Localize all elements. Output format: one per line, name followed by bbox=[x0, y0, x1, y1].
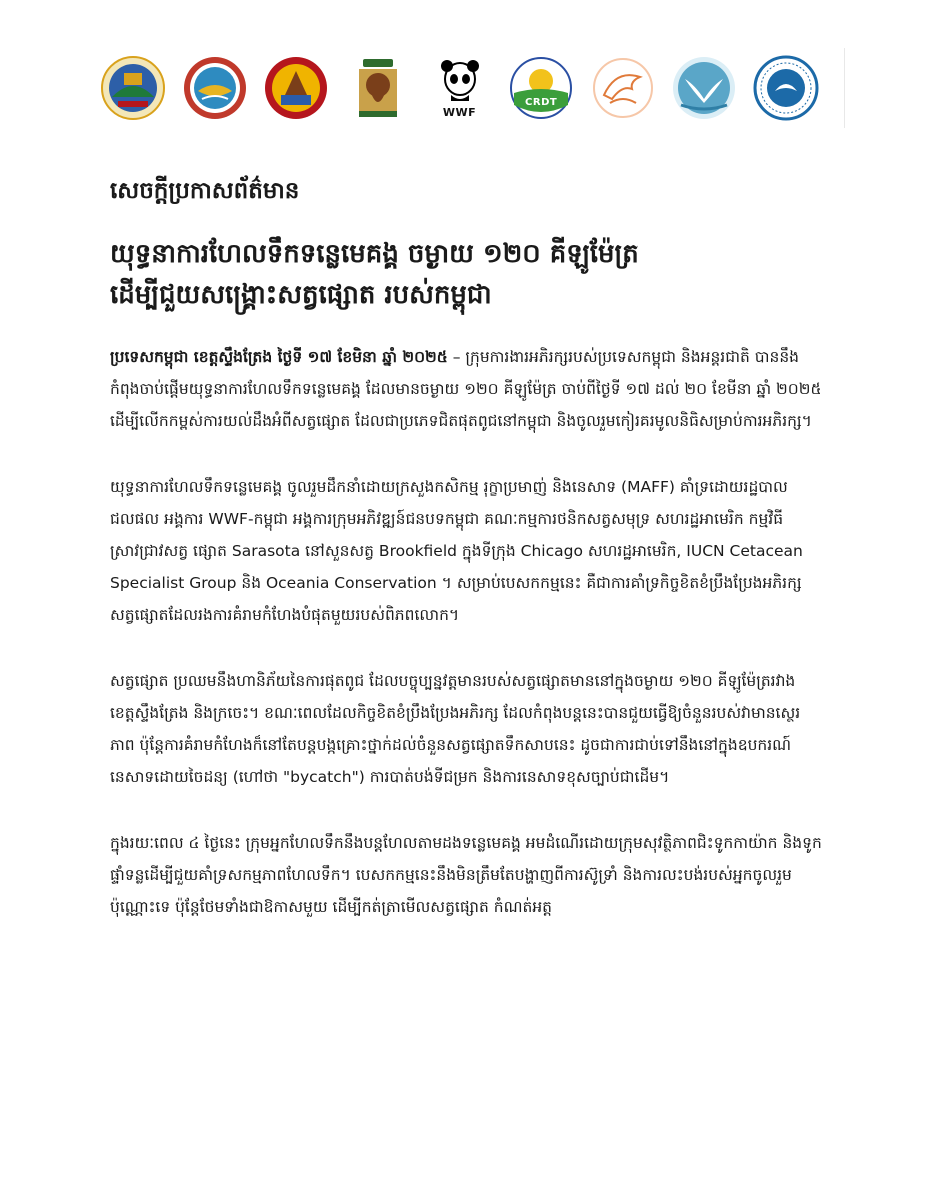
paragraph-1 bbox=[110, 341, 822, 437]
press-release-body bbox=[110, 175, 822, 957]
crdt-logo-label: CRDT bbox=[525, 97, 558, 108]
dateline: ប្រទេសកម្ពុជា ខេត្តស្ទឹងត្រែង ថ្ងៃទី ១៧ ខែមិនា ឆ្នាំ ២០២៥ bbox=[110, 347, 448, 366]
paragraph-1-text: – ក្រុមការងារអភិរក្សរបស់ប្រទេសកម្ពុជា និងអន្តរជាតិ បាននឹងកំពុងចាប់ផ្ដើមយុទ្ធនាការហែលទឹកទន្លេមេគង្គ ដែលមានចម្ងាយ ១២០ គីឡូម៉ែត្រ ចាប់ពីថ្ងៃទី ១៧ ដល់ ២០ ខែមីនា ឆ្នាំ ២០២៥ ដើម្បីលើកកម្ពស់ការយល់ដឹងអំពីសត្វផ្សោត ដែលជាប្រភេទជិតផុតពូជនៅកម្ពុជា និងចូលរួមកៀរគរមូលនិធិសម្រាប់ការអភិរក្ស។ bbox=[110, 347, 822, 430]
ministry-seal-logo bbox=[100, 55, 166, 121]
wwf-logo bbox=[427, 55, 493, 121]
paragraph-2: យុទ្ធនាការហែលទឹកទន្លេមេគង្គ ចូលរួមដឹកនាំដោយក្រសួងកសិកម្ម រុក្ខាប្រមាញ់ និងនេសាទ (MAFF) គាំទ្រដោយរដ្ឋបាលជលផល អង្គការ WWF-កម្ពុជា អង្គការក្រុមអភិវឌ្ឍន៍ជនបទកម្ពុជា គណៈកម្មការថនិកសត្វសមុទ្រ សហរដ្ឋអាមេរិក កម្មវិធីស្រាវជ្រាវសត្វ ផ្សោត Sarasota នៅសួនសត្វ Brookfield ក្នុងទីក្រុង Chicago សហរដ្ឋអាមេរិក, IUCN Cetacean Specialist Group និង Oceania Conservation ។ សម្រាប់បេសកកម្មនេះ គឺជាការគាំទ្រកិច្ចខិតខំប្រឹងប្រែងអភិរក្សសត្វផ្សោតដែលរងការគំរាមកំហែងបំផុតមួយរបស់ពិភពលោក។ bbox=[110, 477, 803, 624]
paragraph-4: ក្នុងរយៈពេល ៤ ថ្ងៃនេះ ក្រុមអ្នកហែលទឹកនឹងបន្តហែលតាមដងទន្លេមេគង្គ អមដំណើរដោយក្រុមសុវត្ថិភាពជិះទូកកាយ៉ាក និងទូកផ្ទាំទន្លដើម្បីជួយគាំទ្រសកម្មភាពហែលទឹក។ បេសកកម្មនេះនឹងមិនត្រឹមតែបង្ហាញពីការស៊ូទ្រាំ និងការលះបង់របស់អ្នកចូលរួមប៉ុណ្ណោះទេ ប៉ុន្តែថែមទាំងជាឱកាសមួយ ដើម្បីកត់ត្រាមើលសត្វផ្សោត កំណត់អត្ត bbox=[110, 833, 822, 916]
headline bbox=[110, 234, 822, 315]
headline-line-1: យុទ្ធនាការហែលទឹកទន្លេមេគង្គ ចម្ងាយ ១២០ គីឡូម៉ែត្រ bbox=[110, 239, 639, 270]
paragraph-3: សត្វផ្សោត ប្រឈមនឹងហានិភ័យនៃការផុតពូជ ដែលបច្ចុប្បន្នវត្តមានរបស់សត្វផ្សោតមាននៅក្នុងចម្ងាយ ១២០ គីឡូម៉ែត្ររវាង ខេត្តស្ទឹងត្រែង និងក្រចេះ។ ខណៈពេលដែលកិច្ចខិតខំប្រឹងប្រែងអភិរក្ស ដែលកំពុងបន្តនេះបានជួយធ្វើឱ្យចំនួនរបស់វាមានស្ថេរភាព ប៉ុន្តែការគំរាមកំហែងក៏នៅតែបន្តបង្កគ្រោះថ្នាក់ដល់ចំនួនសត្វផ្សោតទឹកសាបនេះ ដូចជាការជាប់ទៅនឹងនៅក្នុងឧបករណ៍នេសាទដោយចៃដន្យ (ហៅថា "bycatch") ការបាត់បង់ទីជម្រក និងការនេសាទខុសច្បាប់ជាដើម។ bbox=[110, 671, 801, 786]
crdt-logo bbox=[508, 55, 574, 121]
partner-logos-row bbox=[100, 48, 845, 128]
dolphin-sketch-logo bbox=[590, 55, 656, 121]
provincial-seal-logo bbox=[263, 55, 329, 121]
wwf-logo-label: WWF bbox=[442, 106, 477, 119]
ganesha-emblem-logo bbox=[345, 55, 411, 121]
whale-tail-logo bbox=[671, 55, 737, 121]
headline-line-2: ដើម្បីជួយសង្គ្រោះសត្វផ្សោត របស់កម្ពុជា bbox=[110, 279, 492, 310]
fisheries-seal-logo bbox=[182, 55, 248, 121]
document-type-heading: សេចក្ដីប្រកាសព័ត៌មាន bbox=[110, 178, 300, 204]
ocean-conservation-namibia-logo bbox=[753, 55, 819, 121]
